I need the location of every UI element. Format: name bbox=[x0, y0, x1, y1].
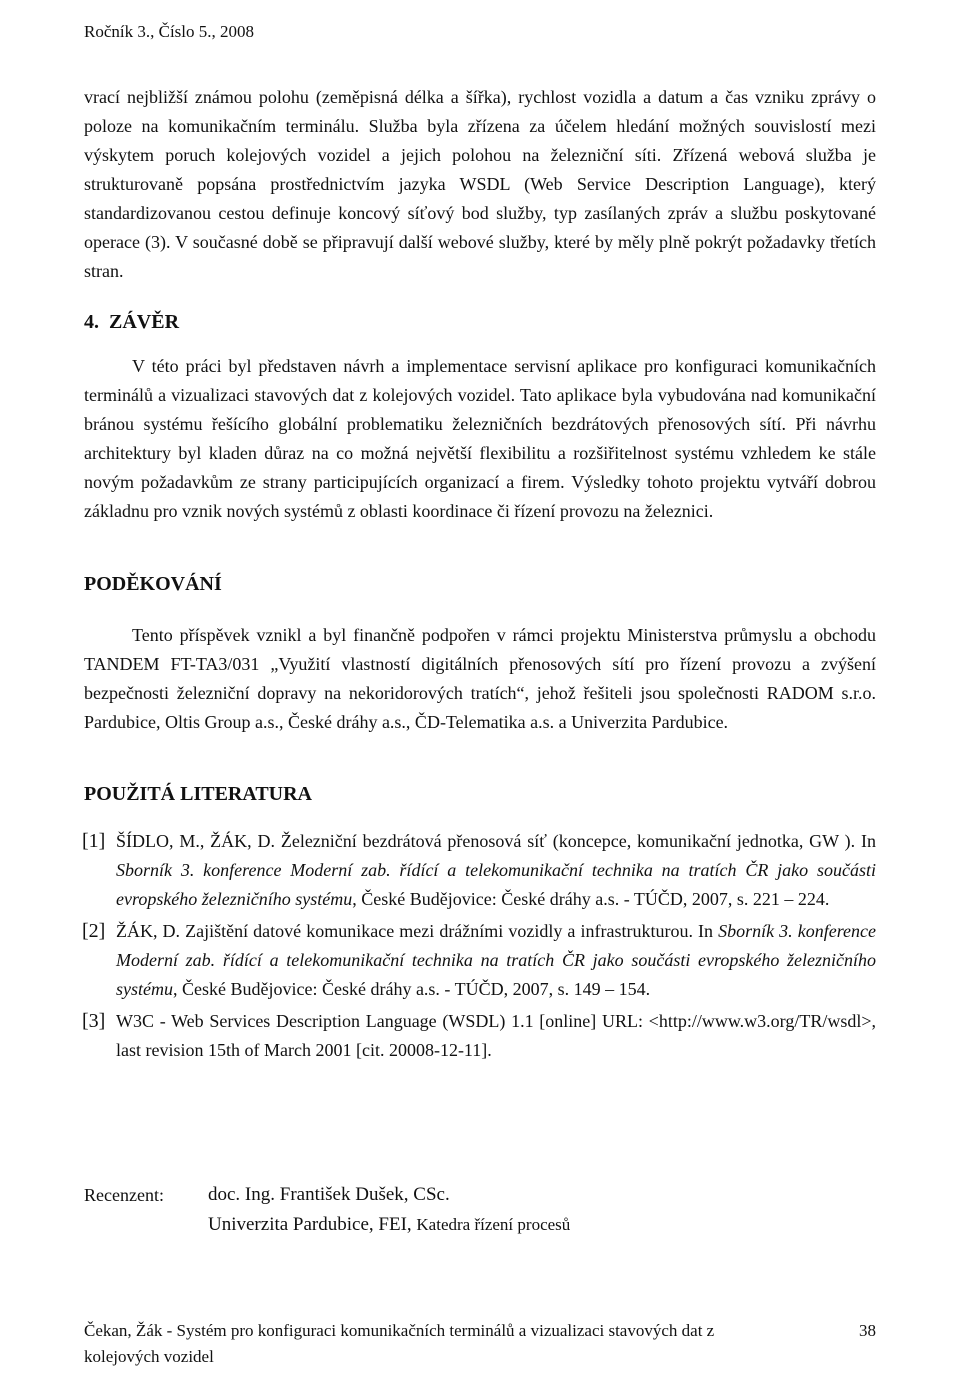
acknowledgement-paragraph: Tento příspěvek vznikl a byl finančně podpořen v rámci projektu Ministerstva průmyslu a obchodu TANDEM FT-TA3/031 „Využití vlastností digitálních přenosových sítí pro řízení provozu a zvýšení bezpečnosti železniční dopravy na nekoridorových tratích“, jehož řešiteli jsou společnosti RADOM s.r.o. Pardubice, Oltis Group a.s., České dráhy a.s., ČD-Telematika a.s. a Univerzita Pardubice. bbox=[84, 625, 876, 732]
reviewer-affiliation-line bbox=[208, 1210, 808, 1240]
intro-section bbox=[84, 83, 876, 286]
section-heading-conclusion: 4. ZÁVĚR bbox=[84, 311, 180, 333]
section-heading-acknowledgement: PODĚKOVÁNÍ bbox=[84, 573, 222, 595]
reviewer-affiliation: Univerzita Pardubice, FEI, bbox=[208, 1214, 417, 1235]
page-number: 38 bbox=[859, 1321, 876, 1340]
reference-text: W3C - Web Services Description Language (WSDL) 1.1 [online] URL: <http://www.w3.org/TR/wsdl>, last revision 15th of March 2001 [cit. 20008-12-11]. bbox=[116, 1011, 876, 1060]
reference-number: [2] bbox=[82, 920, 106, 942]
conclusion-paragraph: V této práci byl představen návrh a implementace servisní aplikace pro konfiguraci komunikačních terminálů a vizualizaci stavových dat z kolejových vozidel. Tato aplikace byla vybudována nad komunikační bránou systému řešícího globální problematiku železničních bezdrátových přenosových sítí. Při návrhu architektury byl kladen důraz na co možná největší flexibilitu a rozšiřitelnost systému vzhledem ke stále novým požadavkům ze strany participujících organizací a firem. Výsledky tohoto projektu vytváří dobrou základnu pro vznik nových systémů z oblasti koordinace či řízení provozu na železnici. bbox=[84, 356, 876, 521]
reference-list bbox=[84, 827, 876, 1065]
reference-text: ŽÁK, D. Zajištění datové komunikace mezi drážními vozidly a infrastrukturou. In bbox=[116, 921, 719, 941]
intro-text-b: Zřízená webová služba je strukturovaně popsána prostřednictvím jazyka WSDL (Web Service Description Language), který standardizovanou cestou definuje koncový síťový bod služby, typ zasílaných zpráv a službu poskytované operace (3). V současné době se připravují další webové služby, které by měly plně pokrýt požadavky třetích stran. bbox=[84, 145, 876, 281]
reference-source-title: Sborník 3. konference Moderní zab. řídící a telekomunikační technika na tratích ČR jako součásti evropského železničního systému bbox=[116, 921, 877, 999]
reference-item-3 bbox=[84, 1007, 876, 1065]
page-footer bbox=[84, 1318, 876, 1370]
intro-paragraph bbox=[84, 83, 876, 286]
reference-item-2 bbox=[84, 917, 876, 1004]
acknowledgement-section bbox=[84, 570, 876, 737]
reference-source-title: Sborník 3. konference Moderní zab. řídící a telekomunikační technika na tratích ČR jako součásti evropského železničního systému bbox=[116, 860, 876, 909]
reviewer-department: Katedra řízení procesů bbox=[416, 1215, 571, 1234]
running-header: Ročník 3., Číslo 5., 2008 bbox=[84, 22, 255, 41]
reviewer-label: Recenzent: bbox=[84, 1185, 164, 1205]
reference-text: , České Budějovice: České dráhy a.s. - TÚČD, 2007, s. 221 – 224. bbox=[352, 889, 830, 909]
reviewer-details bbox=[208, 1180, 808, 1240]
reference-number: [3] bbox=[82, 1010, 106, 1032]
reference-number: [1] bbox=[82, 830, 106, 852]
reference-item-1 bbox=[84, 827, 876, 914]
footer-title: Čekan, Žák - Systém pro konfiguraci komunikačních terminálů a vizualizaci stavových dat z kolejových vozidel bbox=[84, 1321, 715, 1366]
section-heading-references: POUŽITÁ LITERATURA bbox=[84, 783, 312, 805]
reviewer-name: doc. Ing. František Dušek, CSc. bbox=[208, 1184, 450, 1205]
references-section bbox=[84, 780, 876, 1065]
reference-text: , České Budějovice: České dráhy a.s. - TÚČD, 2007, s. 149 – 154. bbox=[173, 979, 651, 999]
intro-text-a: vrací nejbližší známou polohu (zeměpisná délka a šířka), rychlost vozidla a datum a čas vzniku zprávy o poloze na komunikačním terminálu. Služba byla zřízena za účelem hledání možných souvislostí mezi výskytem poruch kolejových vozidel a jejich polohou na železniční síti. bbox=[84, 87, 876, 165]
conclusion-section bbox=[84, 308, 876, 526]
reference-text: ŠÍDLO, M., ŽÁK, D. Železniční bezdrátová přenosová síť (koncepce, komunikační jednotka, GW ). In bbox=[116, 831, 876, 851]
